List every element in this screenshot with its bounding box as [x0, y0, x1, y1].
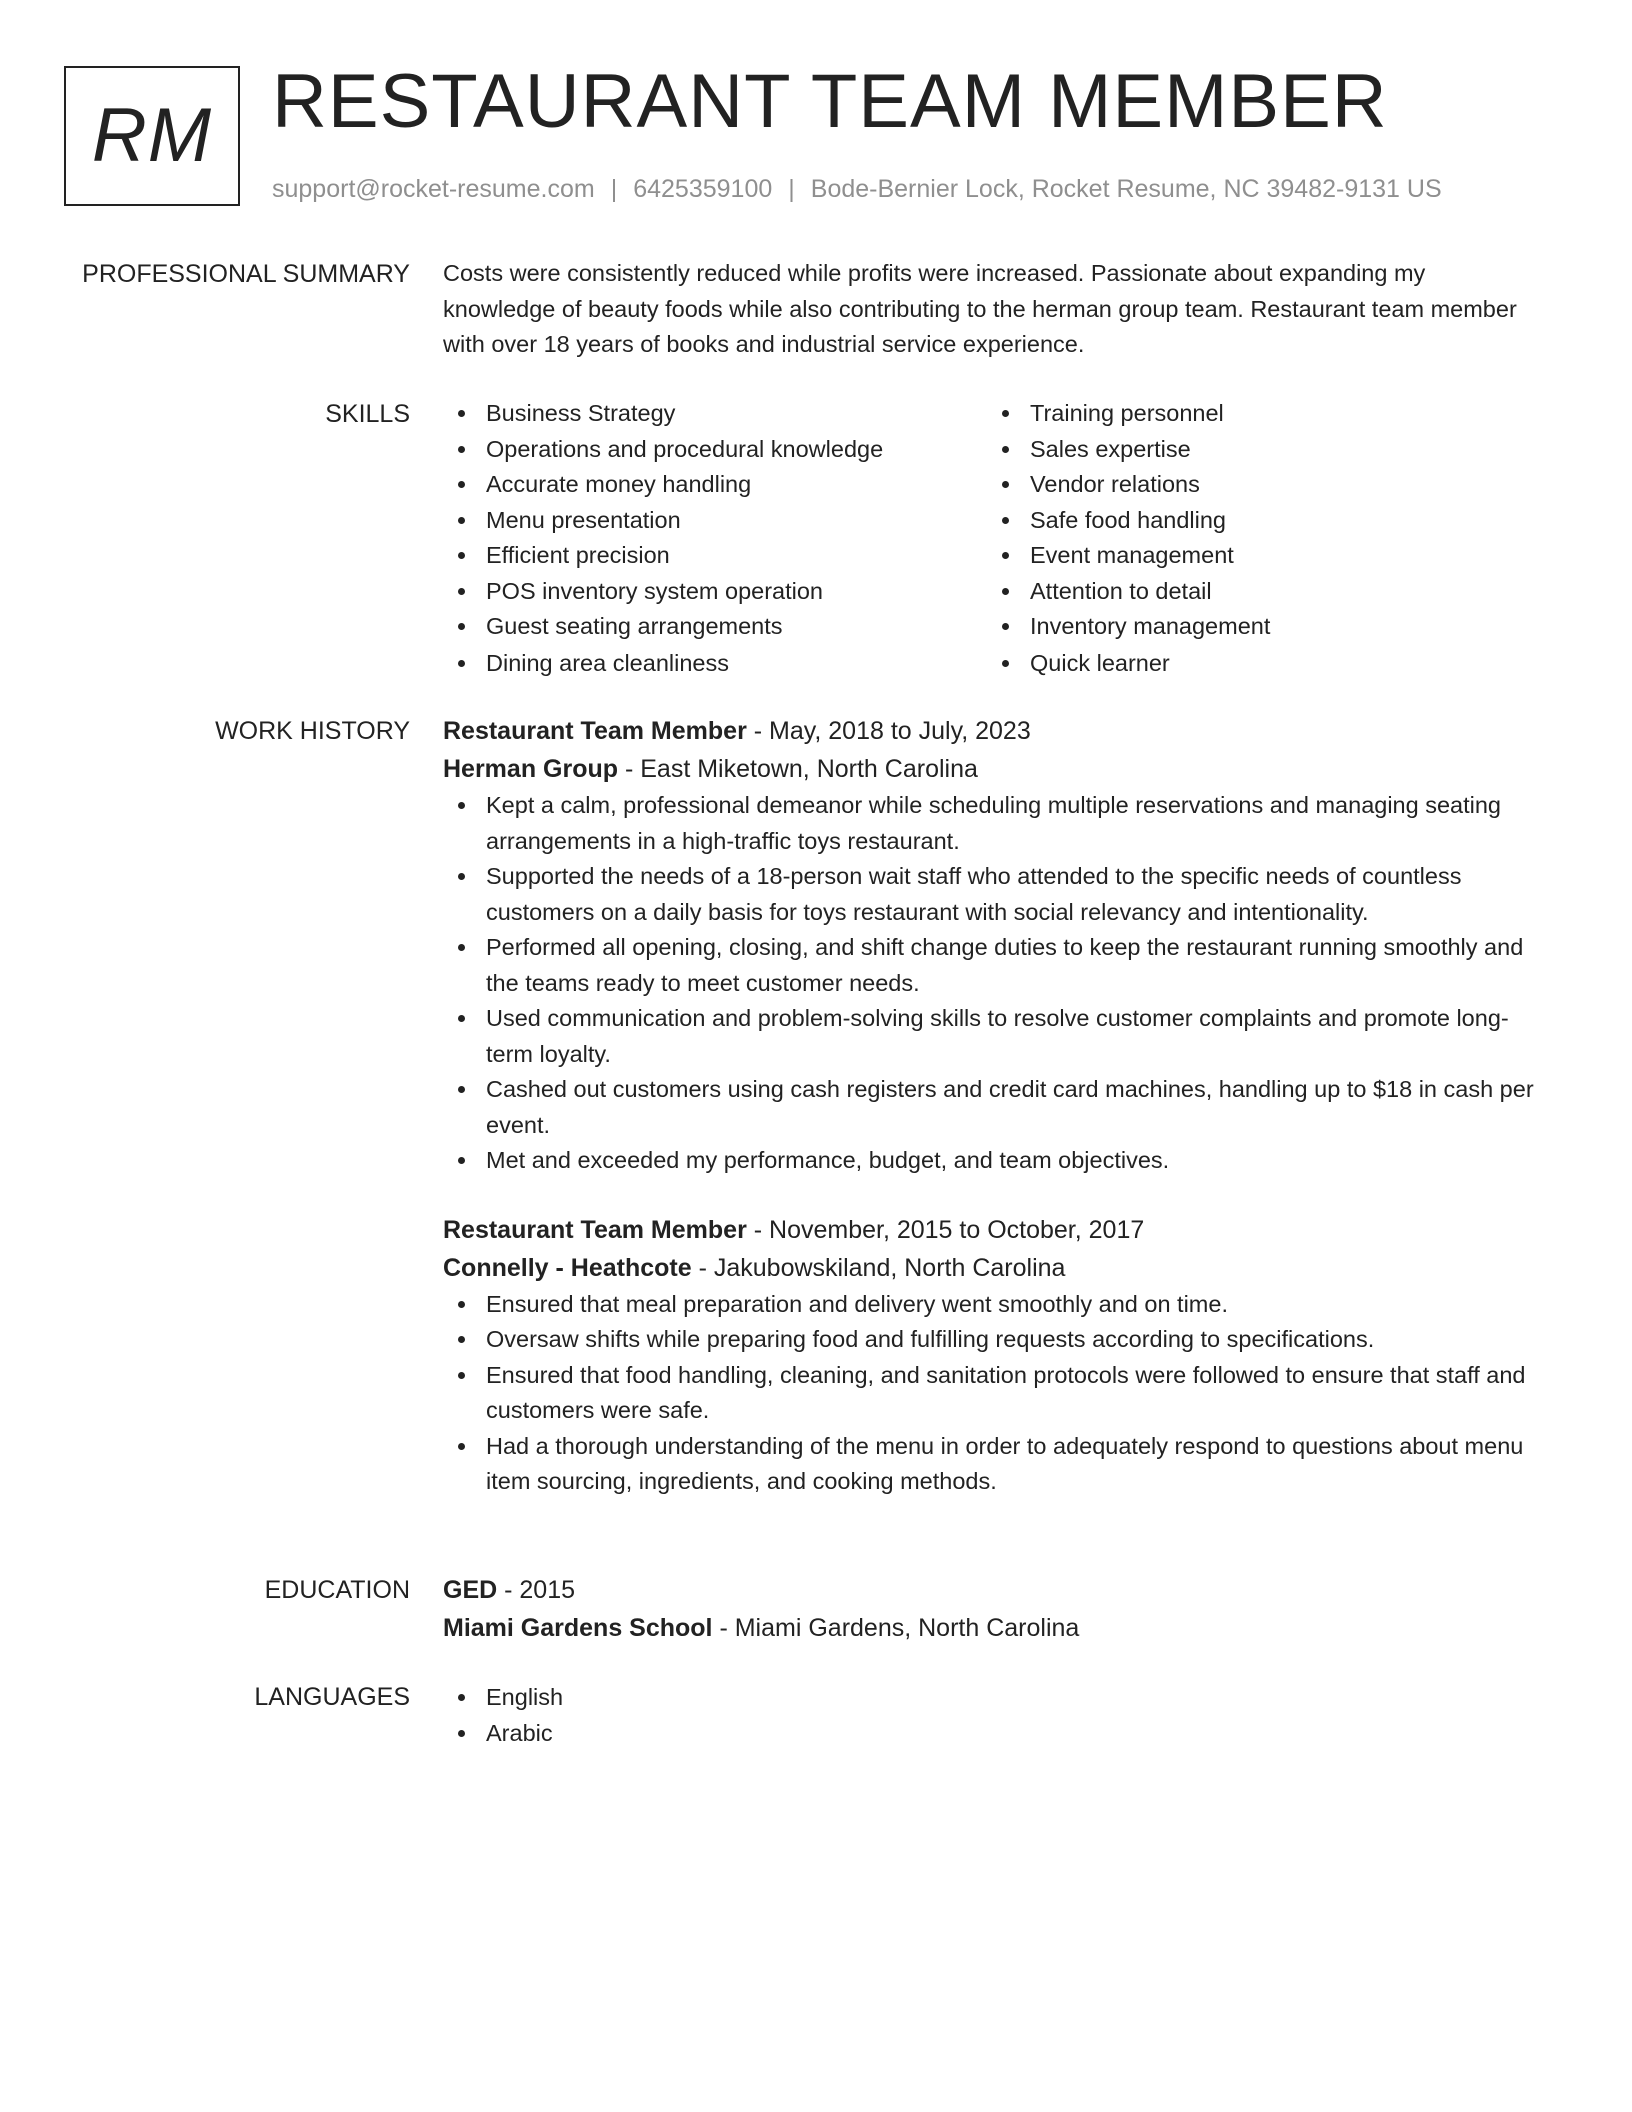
skill-item: POS inventory system operation — [443, 574, 983, 610]
job-duty: Had a thorough understanding of the menu in order to adequately respond to questions about menu item sourcing, ingredients, and cooking methods. — [443, 1429, 1543, 1500]
job-duty: Oversaw shifts while preparing food and fulfilling requests according to specifications. — [443, 1322, 1543, 1358]
contact-email[interactable]: support@rocket-resume.com — [272, 175, 595, 203]
job-title: Restaurant Team Member — [443, 1215, 747, 1244]
skill-item: Operations and procedural knowledge — [443, 432, 983, 468]
skill-item: Sales expertise — [987, 432, 1527, 468]
education-school: Miami Gardens School — [443, 1614, 713, 1642]
job-duty: Performed all opening, closing, and shift change duties to keep the restaurant running smoothly and the teams ready to meet customer needs. — [443, 930, 1543, 1001]
job-title: Restaurant Team Member — [443, 717, 747, 745]
skill-item: Training personnel — [987, 396, 1527, 432]
education-degree: GED — [443, 1576, 498, 1604]
work-history-body — [443, 712, 1543, 1500]
skill-item: Business Strategy — [443, 396, 983, 432]
skill-item: Event management — [987, 538, 1527, 574]
contact-separator: | — [610, 175, 618, 203]
languages-heading: LANGUAGES — [254, 1683, 410, 1711]
work-history-heading: WORK HISTORY — [215, 717, 410, 745]
page-title: RESTAURANT TEAM MEMBER — [272, 59, 1388, 144]
job-entry — [443, 1211, 1543, 1500]
languages-list — [443, 1680, 1543, 1751]
education-year: - 2015 — [497, 1576, 576, 1604]
summary-heading: PROFESSIONAL SUMMARY — [82, 260, 410, 288]
skill-item: Guest seating arrangements — [443, 609, 983, 645]
summary-text: Costs were consistently reduced while profits were increased. Passionate about expanding my knowledge of beauty foods while also contributing to the herman group team. Restaurant team member with over 18 years of books and industrial service experience. — [443, 260, 1517, 357]
monogram-initials: RM — [91, 93, 213, 178]
skill-item: Quick learner — [987, 646, 1527, 682]
contact-phone[interactable]: 6425359100 — [633, 175, 773, 203]
contact-line — [272, 172, 1442, 206]
job-entry — [443, 712, 1543, 1179]
job-duty: Ensured that meal preparation and delivery went smoothly and on time. — [443, 1287, 1543, 1323]
language-item: English — [443, 1680, 1543, 1716]
job-duty: Used communication and problem-solving skills to resolve customer complaints and promote long-term loyalty. — [443, 1001, 1543, 1072]
job-duties-list — [443, 788, 1543, 1179]
contact-separator: | — [788, 175, 795, 203]
skill-item: Attention to detail — [987, 574, 1527, 610]
skills-list-right — [987, 396, 1527, 681]
language-item: Arabic — [443, 1716, 1543, 1752]
job-duty: Cashed out customers using cash registers and credit card machines, handling up to $18 in cash per event. — [443, 1072, 1543, 1143]
job-company-line — [443, 1249, 1543, 1287]
job-dates: - May, 2018 to July, 2023 — [746, 717, 1031, 745]
skill-item: Inventory management — [987, 609, 1527, 645]
job-duties-list — [443, 1287, 1543, 1500]
summary-body — [443, 256, 1543, 363]
job-title-line — [443, 712, 1543, 750]
skills-heading: SKILLS — [325, 400, 410, 428]
job-location: - Jakubowskiland, North Carolina — [691, 1253, 1066, 1282]
job-dates: - November, 2015 to October, 2017 — [746, 1215, 1145, 1244]
monogram-box — [64, 66, 240, 206]
skills-columns — [443, 396, 1543, 686]
skill-item: Dining area cleanliness — [443, 646, 983, 682]
job-duty: Met and exceeded my performance, budget, and team objectives. — [443, 1143, 1543, 1179]
education-body — [443, 1571, 1543, 1647]
job-company-line — [443, 750, 1543, 788]
education-school-line — [443, 1609, 1543, 1647]
skill-item: Accurate money handling — [443, 467, 983, 503]
skill-item: Vendor relations — [987, 467, 1527, 503]
skill-item: Efficient precision — [443, 538, 983, 574]
job-company: Herman Group — [443, 755, 619, 783]
education-location: - Miami Gardens, North Carolina — [712, 1614, 1080, 1642]
skill-item: Menu presentation — [443, 503, 983, 539]
job-company: Connelly - Heathcote — [443, 1253, 692, 1282]
job-duty: Supported the needs of a 18-person wait staff who attended to the specific needs of countless customers on a daily basis for toys restaurant with social relevancy and intentionality. — [443, 859, 1543, 930]
contact-address: Bode-Bernier Lock, Rocket Resume, NC 39482-9131 US — [810, 175, 1442, 203]
job-duty: Ensured that food handling, cleaning, and sanitation protocols were followed to ensure that staff and customers were safe. — [443, 1358, 1543, 1429]
skills-list-left — [443, 396, 983, 681]
languages-body — [443, 1680, 1543, 1751]
skill-item: Safe food handling — [987, 503, 1527, 539]
education-heading: EDUCATION — [264, 1576, 410, 1604]
job-title-line — [443, 1211, 1543, 1249]
job-location: - East Miketown, North Carolina — [618, 755, 978, 783]
education-degree-line — [443, 1571, 1543, 1609]
skills-body — [443, 396, 1543, 686]
job-duty: Kept a calm, professional demeanor while scheduling multiple reservations and managing seating arrangements in a high-traffic toys restaurant. — [443, 788, 1543, 859]
